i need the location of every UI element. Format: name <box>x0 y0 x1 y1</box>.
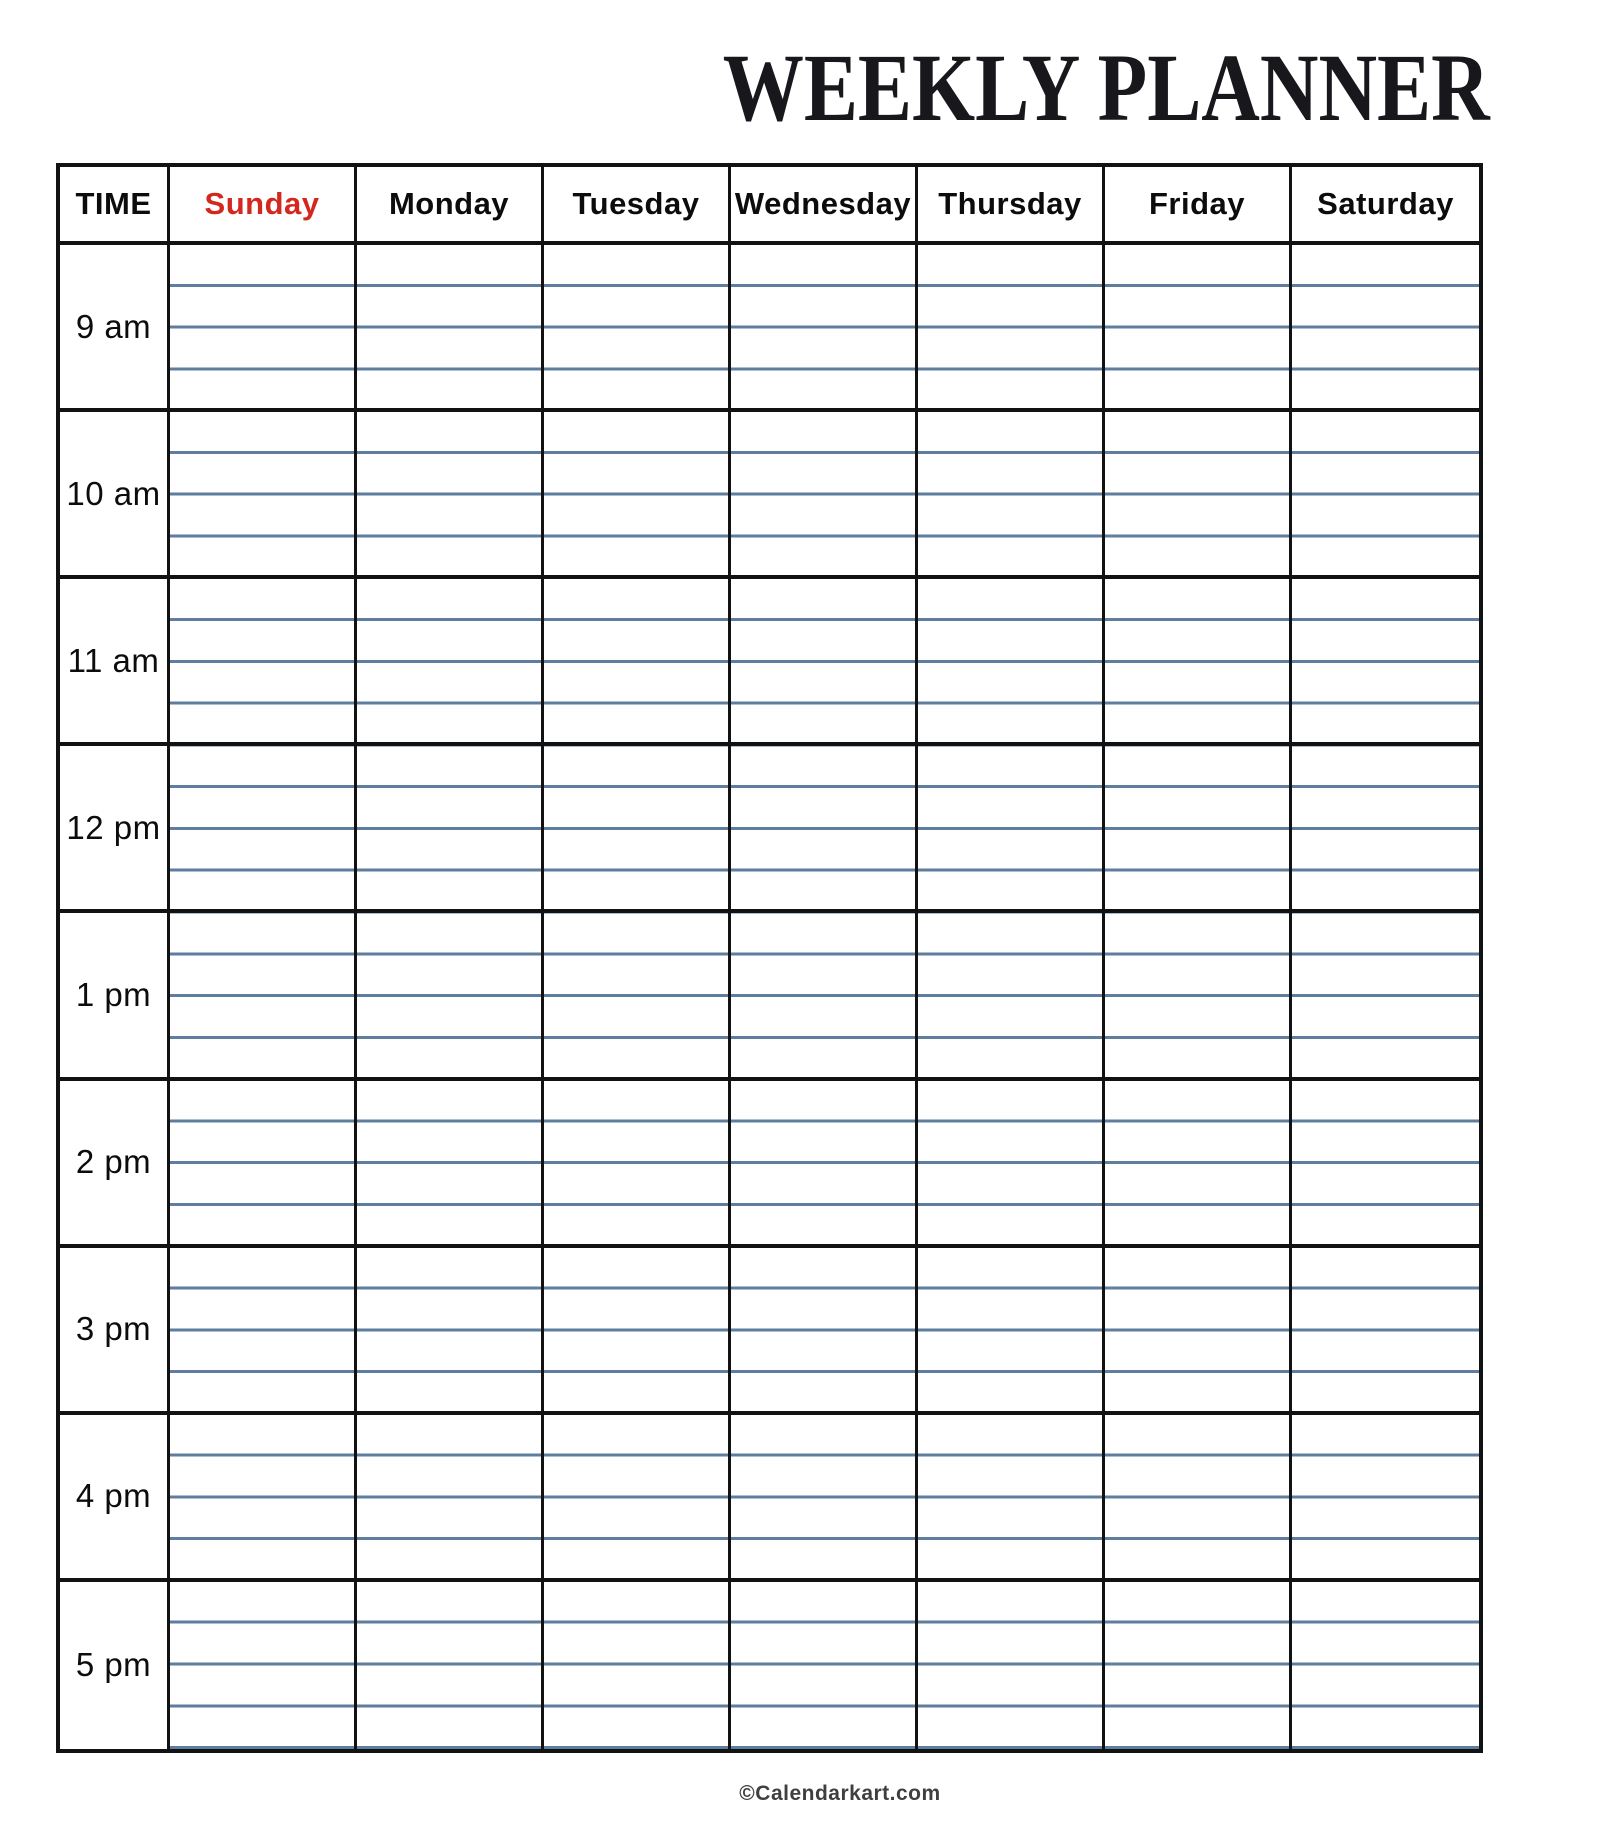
planner-cell <box>1292 412 1479 579</box>
planner-cell <box>1292 746 1479 913</box>
planner-cell <box>357 579 544 746</box>
planner-cell <box>357 1248 544 1415</box>
planner-cell <box>1105 412 1292 579</box>
planner-cell <box>731 1248 918 1415</box>
credit-text: ©Calendarkart.com <box>739 1782 941 1805</box>
planner-cell <box>1105 579 1292 746</box>
planner-cell <box>1105 913 1292 1080</box>
planner-cell <box>918 913 1105 1080</box>
planner-cell <box>918 1415 1105 1582</box>
planner-cell <box>731 245 918 412</box>
planner-cell <box>1292 579 1479 746</box>
planner-cell <box>357 1582 544 1749</box>
planner-cell <box>918 1582 1105 1749</box>
planner-cell <box>731 412 918 579</box>
planner-cell <box>170 913 357 1080</box>
planner-cell <box>1105 1248 1292 1415</box>
planner-cell <box>918 579 1105 746</box>
planner-cell <box>731 1415 918 1582</box>
planner-cell <box>1292 1582 1479 1749</box>
time-slot-label: 12 pm <box>60 746 170 913</box>
planner-cell <box>731 1081 918 1248</box>
time-slot-label: 4 pm <box>60 1415 170 1582</box>
planner-cell <box>918 1081 1105 1248</box>
planner-cell <box>544 412 731 579</box>
header-friday: Friday <box>1105 167 1292 245</box>
planner-cell <box>170 746 357 913</box>
planner-cell <box>544 746 731 913</box>
planner-cell <box>544 1248 731 1415</box>
planner-cell <box>544 245 731 412</box>
time-slot-label: 9 am <box>60 245 170 412</box>
planner-cell <box>544 913 731 1080</box>
planner-cell <box>1105 1081 1292 1248</box>
planner-cell <box>357 913 544 1080</box>
planner-cell <box>918 245 1105 412</box>
time-slot-label: 1 pm <box>60 913 170 1080</box>
planner-cell <box>918 1248 1105 1415</box>
planner-cell <box>544 579 731 746</box>
planner-cell <box>357 746 544 913</box>
header-tuesday: Tuesday <box>544 167 731 245</box>
planner-cell <box>544 1081 731 1248</box>
planner-cell <box>1105 1582 1292 1749</box>
planner-cell <box>357 1081 544 1248</box>
time-slot-label: 5 pm <box>60 1582 170 1749</box>
planner-cell <box>170 579 357 746</box>
time-slot-label: 3 pm <box>60 1248 170 1415</box>
planner-cell <box>1292 913 1479 1080</box>
planner-cell <box>170 412 357 579</box>
planner-cell <box>918 412 1105 579</box>
planner-cell <box>357 1415 544 1582</box>
planner-cell <box>170 1248 357 1415</box>
header-saturday: Saturday <box>1292 167 1479 245</box>
planner-cell <box>357 412 544 579</box>
planner-cell <box>357 245 544 412</box>
planner-cell <box>170 1582 357 1749</box>
planner-cell <box>731 746 918 913</box>
planner-cell <box>731 1582 918 1749</box>
time-slot-label: 11 am <box>60 579 170 746</box>
time-slot-label: 2 pm <box>60 1081 170 1248</box>
planner-cell <box>918 746 1105 913</box>
planner-cell <box>1105 1415 1292 1582</box>
planner-cell <box>731 913 918 1080</box>
planner-cell <box>170 1415 357 1582</box>
planner-cell <box>544 1582 731 1749</box>
weekly-planner-table <box>56 163 1483 1753</box>
planner-grid <box>60 167 1479 1749</box>
planner-cell <box>1292 1415 1479 1582</box>
header-thursday: Thursday <box>918 167 1105 245</box>
planner-cell <box>1105 245 1292 412</box>
header-time: TIME <box>60 167 170 245</box>
header-monday: Monday <box>357 167 544 245</box>
time-slot-label: 10 am <box>60 412 170 579</box>
header-wednesday: Wednesday <box>731 167 918 245</box>
page-title: WEEKLY PLANNER <box>722 34 1490 141</box>
planner-cell <box>1292 1248 1479 1415</box>
planner-cell <box>1292 245 1479 412</box>
planner-cell <box>170 1081 357 1248</box>
planner-cell <box>544 1415 731 1582</box>
planner-cell <box>170 245 357 412</box>
header-sunday: Sunday <box>170 167 357 245</box>
planner-cell <box>1292 1081 1479 1248</box>
planner-cell <box>731 579 918 746</box>
planner-cell <box>1105 746 1292 913</box>
